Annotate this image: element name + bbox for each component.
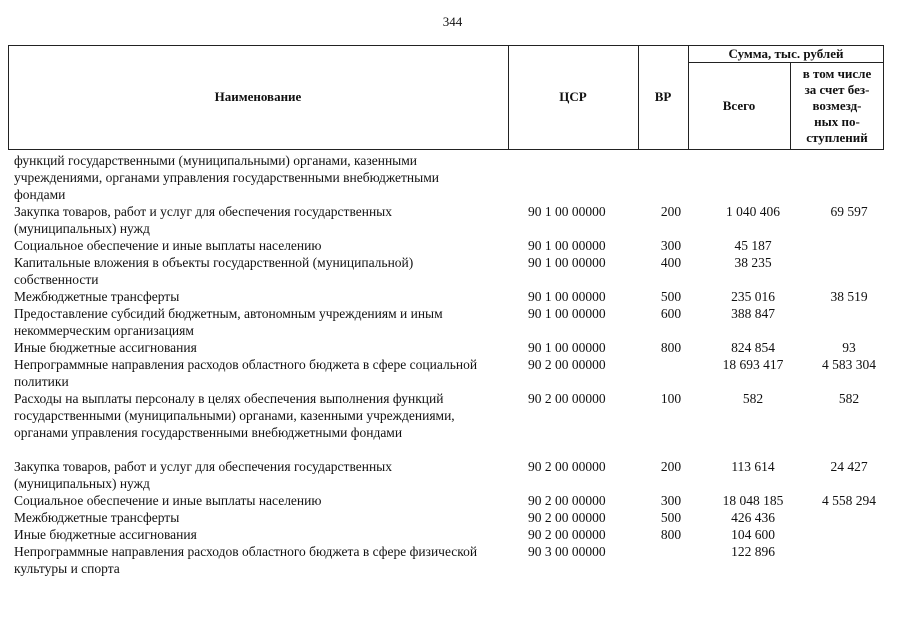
row-csr: 90 3 00 00000 xyxy=(528,544,606,559)
row-total: 582 xyxy=(742,391,764,406)
row-name: Иные бюджетные ассигнования xyxy=(14,340,197,355)
row-total: 38 235 xyxy=(734,255,772,270)
row-total: 235 016 xyxy=(731,289,775,304)
header-free-line: в том числе xyxy=(802,65,872,81)
header-vr: ВР xyxy=(654,89,672,104)
row-name: Социальное обеспечение и иные выплаты населению xyxy=(14,493,322,508)
row-vr: 100 xyxy=(660,391,682,406)
table-row xyxy=(14,526,890,543)
header-free-line: возмезд- xyxy=(812,97,862,113)
row-name: Межбюджетные трансферты xyxy=(14,289,180,304)
row-vr: 400 xyxy=(660,255,682,270)
row-name: функций государственными (муниципальными) органами, казенными учреждениями, органами управления государственными внебюджетными фондами xyxy=(14,153,439,202)
row-free: 4 558 294 xyxy=(822,493,876,508)
row-csr: 90 2 00 00000 xyxy=(528,527,606,542)
row-total: 18 693 417 xyxy=(722,357,784,372)
row-total: 122 896 xyxy=(731,544,775,559)
row-name: Капитальные вложения в объекты государственной (муниципальной) собственности xyxy=(14,255,414,287)
row-csr: 90 2 00 00000 xyxy=(528,357,606,372)
row-name: Непрограммные направления расходов областного бюджета в сфере физической культуры и спорта xyxy=(14,544,478,576)
row-csr: 90 2 00 00000 xyxy=(528,510,606,525)
header-free-line: за счет без- xyxy=(804,81,870,97)
row-csr: 90 2 00 00000 xyxy=(528,493,606,508)
table-row xyxy=(14,254,890,288)
header-free-line: ных по- xyxy=(814,113,860,129)
row-total: 426 436 xyxy=(731,510,775,525)
header-name: Наименование xyxy=(214,89,302,104)
row-name: Непрограммные направления расходов областного бюджета в сфере социальной политики xyxy=(14,357,478,389)
row-free: 38 519 xyxy=(830,289,868,304)
row-vr: 600 xyxy=(660,306,682,321)
row-name: Расходы на выплаты персоналу в целях обеспечения выполнения функций государственными (муниципальными) органами, казенными учреждениями, органами управления государственными внебюджетными фондами xyxy=(14,391,455,440)
page-number: 344 xyxy=(442,14,463,29)
table-row xyxy=(14,543,890,577)
row-vr: 300 xyxy=(660,238,682,253)
row-csr: 90 1 00 00000 xyxy=(528,238,606,253)
row-csr: 90 1 00 00000 xyxy=(528,289,606,304)
header-sum: Сумма, тыс. рублей xyxy=(728,45,844,61)
table-row xyxy=(14,152,890,203)
header-bottom-border xyxy=(8,149,884,150)
table-row xyxy=(14,237,890,254)
table-body xyxy=(14,152,890,577)
table-header xyxy=(8,45,884,150)
header-free-revenue xyxy=(790,62,884,149)
row-free: 93 xyxy=(842,340,856,355)
table-row xyxy=(14,288,890,305)
row-vr: 500 xyxy=(660,289,682,304)
table-row xyxy=(14,509,890,526)
row-csr: 90 1 00 00000 xyxy=(528,204,606,219)
header-total: Всего xyxy=(722,97,756,113)
table-row xyxy=(14,458,890,492)
table-row xyxy=(14,356,890,390)
table-row xyxy=(14,339,890,356)
row-total: 388 847 xyxy=(731,306,775,321)
row-name: Предоставление субсидий бюджетным, автономным учреждениям и иным некоммерческим организациям xyxy=(14,306,443,338)
row-csr: 90 2 00 00000 xyxy=(528,459,606,474)
row-total: 113 614 xyxy=(731,459,775,474)
row-total: 1 040 406 xyxy=(726,204,780,219)
table-row xyxy=(14,305,890,339)
row-name: Закупка товаров, работ и услуг для обеспечения государственных (муниципальных) нужд xyxy=(14,204,393,236)
row-vr: 200 xyxy=(660,204,682,219)
row-name: Закупка товаров, работ и услуг для обеспечения государственных (муниципальных) нужд xyxy=(14,459,393,491)
row-total: 104 600 xyxy=(731,527,775,542)
row-vr: 800 xyxy=(660,527,682,542)
table-row xyxy=(14,492,890,509)
row-free: 69 597 xyxy=(830,204,868,219)
row-total: 18 048 185 xyxy=(722,493,784,508)
row-vr: 500 xyxy=(660,510,682,525)
table-row xyxy=(14,390,890,458)
row-vr: 300 xyxy=(660,493,682,508)
row-name: Иные бюджетные ассигнования xyxy=(14,527,197,542)
row-free: 24 427 xyxy=(830,459,868,474)
row-free: 582 xyxy=(838,391,860,406)
table-row xyxy=(14,203,890,237)
row-total: 45 187 xyxy=(734,238,772,253)
header-csr: ЦСР xyxy=(559,89,587,104)
row-csr: 90 1 00 00000 xyxy=(528,340,606,355)
row-free: 4 583 304 xyxy=(822,357,876,372)
row-csr: 90 2 00 00000 xyxy=(528,391,606,406)
row-name: Межбюджетные трансферты xyxy=(14,510,180,525)
row-name: Социальное обеспечение и иные выплаты населению xyxy=(14,238,322,253)
row-vr: 800 xyxy=(660,340,682,355)
row-vr: 200 xyxy=(660,459,682,474)
row-csr: 90 1 00 00000 xyxy=(528,306,606,321)
header-free-line: ступлений xyxy=(806,129,868,145)
row-total: 824 854 xyxy=(731,340,775,355)
row-csr: 90 1 00 00000 xyxy=(528,255,606,270)
